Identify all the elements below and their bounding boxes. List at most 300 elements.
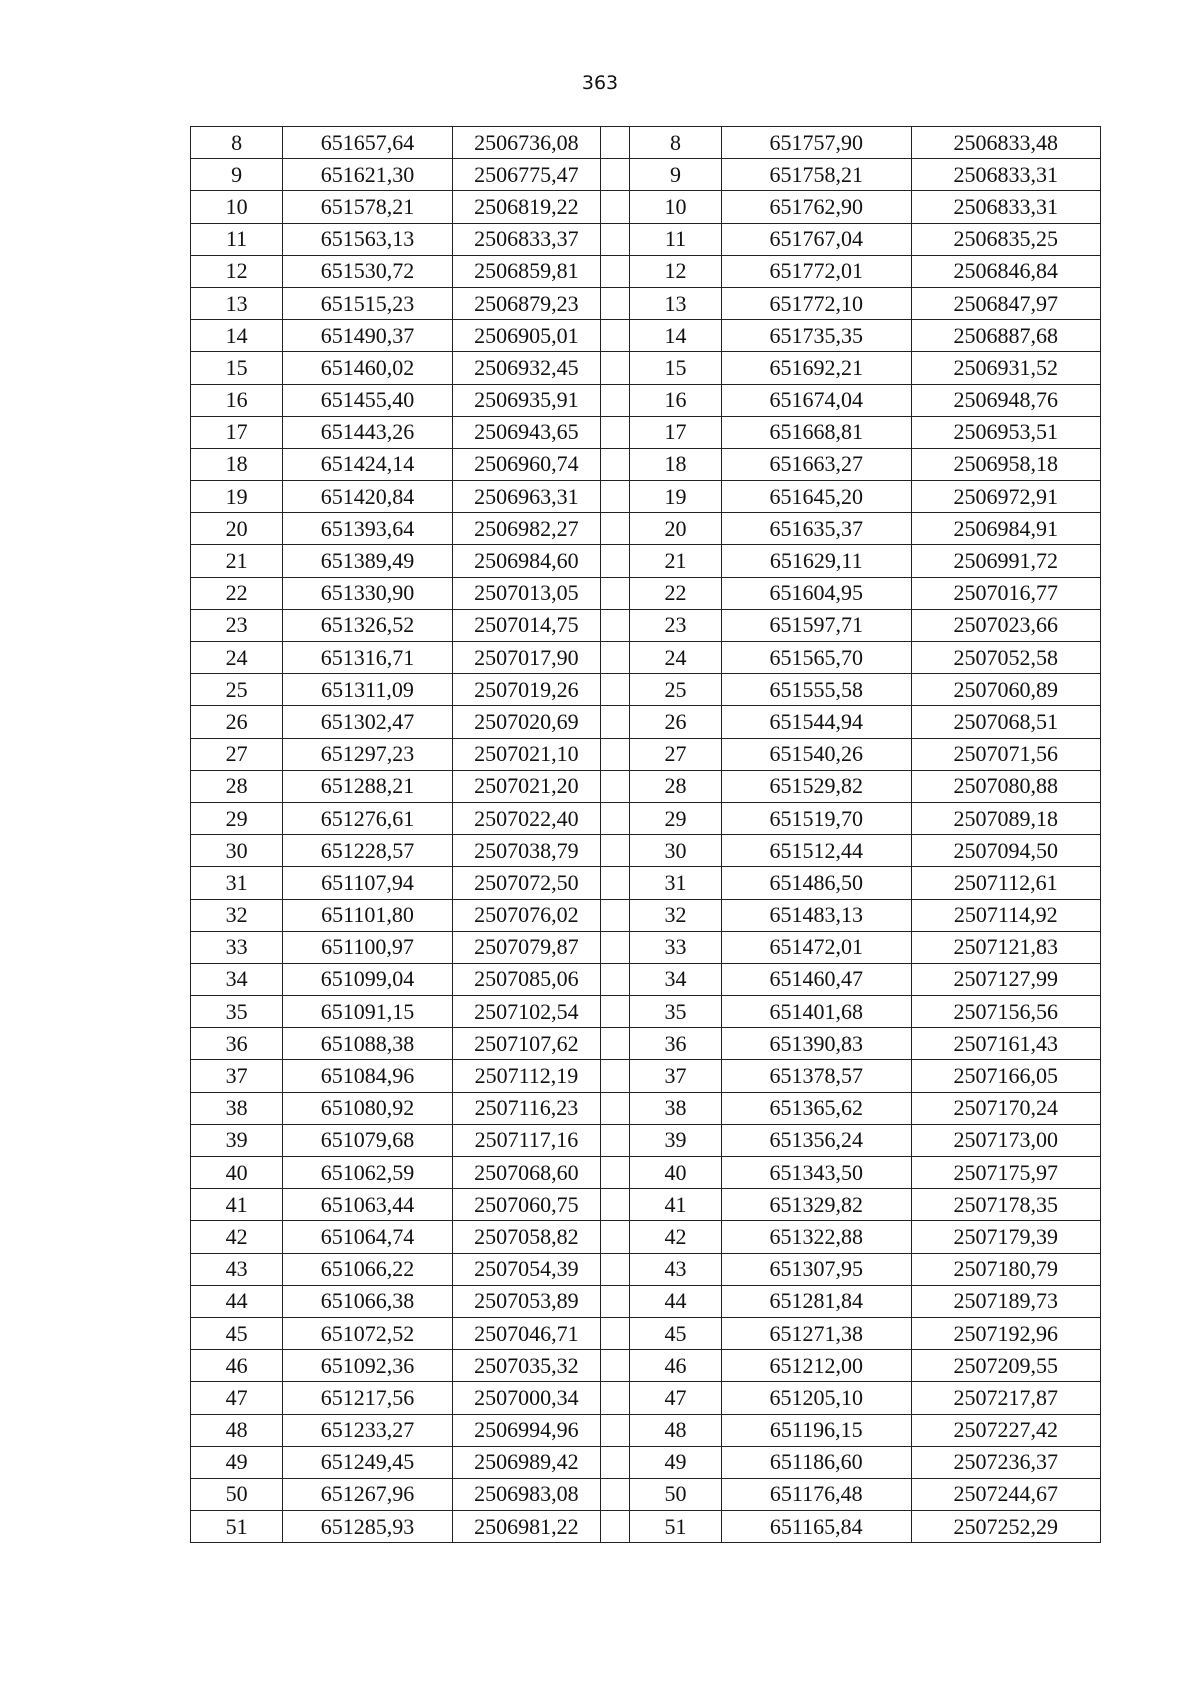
right-x-coordinate-cell: 651196,15	[722, 1414, 911, 1446]
left-y-coordinate-cell: 2506932,45	[452, 352, 600, 384]
separator-cell	[600, 545, 629, 577]
right-y-coordinate-cell: 2507189,73	[911, 1285, 1101, 1317]
right-point-number-cell: 9	[629, 159, 721, 191]
right-x-coordinate-cell: 651165,84	[722, 1511, 911, 1543]
right-y-coordinate-cell: 2507052,58	[911, 642, 1101, 674]
right-point-number-cell: 43	[629, 1253, 721, 1285]
right-y-coordinate-cell: 2507161,43	[911, 1028, 1101, 1060]
right-y-coordinate-cell: 2507252,29	[911, 1511, 1101, 1543]
left-y-coordinate-cell: 2507019,26	[452, 674, 600, 706]
left-x-coordinate-cell: 651100,97	[283, 931, 453, 963]
separator-cell	[600, 481, 629, 513]
left-x-coordinate-cell: 651657,64	[283, 127, 453, 159]
right-x-coordinate-cell: 651205,10	[722, 1382, 911, 1414]
left-point-number-cell: 30	[191, 835, 283, 867]
separator-cell	[600, 770, 629, 802]
table-row	[191, 191, 1101, 223]
left-y-coordinate-cell: 2507076,02	[452, 899, 600, 931]
left-y-coordinate-cell: 2507117,16	[452, 1124, 600, 1156]
left-point-number-cell: 17	[191, 416, 283, 448]
right-y-coordinate-cell: 2507156,56	[911, 996, 1101, 1028]
separator-cell	[600, 1478, 629, 1510]
right-x-coordinate-cell: 651757,90	[722, 127, 911, 159]
right-x-coordinate-cell: 651645,20	[722, 481, 911, 513]
left-point-number-cell: 19	[191, 481, 283, 513]
right-y-coordinate-cell: 2506833,31	[911, 159, 1101, 191]
right-x-coordinate-cell: 651555,58	[722, 674, 911, 706]
left-x-coordinate-cell: 651267,96	[283, 1478, 453, 1510]
separator-cell	[600, 577, 629, 609]
table-row	[191, 127, 1101, 159]
right-x-coordinate-cell: 651758,21	[722, 159, 911, 191]
right-point-number-cell: 49	[629, 1446, 721, 1478]
separator-cell	[600, 609, 629, 641]
right-y-coordinate-cell: 2507089,18	[911, 802, 1101, 834]
right-point-number-cell: 11	[629, 223, 721, 255]
left-point-number-cell: 21	[191, 545, 283, 577]
left-point-number-cell: 48	[191, 1414, 283, 1446]
table-row	[191, 320, 1101, 352]
left-x-coordinate-cell: 651455,40	[283, 384, 453, 416]
left-y-coordinate-cell: 2507021,10	[452, 738, 600, 770]
left-point-number-cell: 33	[191, 931, 283, 963]
separator-cell	[600, 1124, 629, 1156]
right-point-number-cell: 19	[629, 481, 721, 513]
separator-cell	[600, 1317, 629, 1349]
right-y-coordinate-cell: 2507178,35	[911, 1189, 1101, 1221]
table-row	[191, 996, 1101, 1028]
separator-cell	[600, 384, 629, 416]
table-row	[191, 545, 1101, 577]
right-x-coordinate-cell: 651322,88	[722, 1221, 911, 1253]
table-row	[191, 738, 1101, 770]
table-row	[191, 384, 1101, 416]
right-y-coordinate-cell: 2507227,42	[911, 1414, 1101, 1446]
right-x-coordinate-cell: 651519,70	[722, 802, 911, 834]
right-x-coordinate-cell: 651735,35	[722, 320, 911, 352]
right-point-number-cell: 10	[629, 191, 721, 223]
separator-cell	[600, 996, 629, 1028]
right-x-coordinate-cell: 651529,82	[722, 770, 911, 802]
separator-cell	[600, 1285, 629, 1317]
right-x-coordinate-cell: 651486,50	[722, 867, 911, 899]
right-point-number-cell: 48	[629, 1414, 721, 1446]
left-point-number-cell: 26	[191, 706, 283, 738]
left-y-coordinate-cell: 2507072,50	[452, 867, 600, 899]
right-x-coordinate-cell: 651512,44	[722, 835, 911, 867]
left-x-coordinate-cell: 651088,38	[283, 1028, 453, 1060]
table-row	[191, 1221, 1101, 1253]
left-x-coordinate-cell: 651302,47	[283, 706, 453, 738]
left-x-coordinate-cell: 651530,72	[283, 255, 453, 287]
table-row	[191, 1317, 1101, 1349]
right-point-number-cell: 21	[629, 545, 721, 577]
left-point-number-cell: 47	[191, 1382, 283, 1414]
left-point-number-cell: 35	[191, 996, 283, 1028]
table-row	[191, 1189, 1101, 1221]
right-y-coordinate-cell: 2506847,97	[911, 287, 1101, 319]
separator-cell	[600, 1189, 629, 1221]
right-y-coordinate-cell: 2506833,31	[911, 191, 1101, 223]
separator-cell	[600, 1414, 629, 1446]
left-y-coordinate-cell: 2507085,06	[452, 963, 600, 995]
right-y-coordinate-cell: 2506991,72	[911, 545, 1101, 577]
right-x-coordinate-cell: 651540,26	[722, 738, 911, 770]
right-point-number-cell: 42	[629, 1221, 721, 1253]
table-row	[191, 352, 1101, 384]
left-y-coordinate-cell: 2506859,81	[452, 255, 600, 287]
table-row	[191, 674, 1101, 706]
right-x-coordinate-cell: 651635,37	[722, 513, 911, 545]
page-number: 363	[581, 72, 619, 94]
left-point-number-cell: 24	[191, 642, 283, 674]
right-y-coordinate-cell: 2506948,76	[911, 384, 1101, 416]
left-point-number-cell: 23	[191, 609, 283, 641]
right-x-coordinate-cell: 651762,90	[722, 191, 911, 223]
right-x-coordinate-cell: 651692,21	[722, 352, 911, 384]
right-y-coordinate-cell: 2506958,18	[911, 448, 1101, 480]
right-y-coordinate-cell: 2507112,61	[911, 867, 1101, 899]
right-x-coordinate-cell: 651186,60	[722, 1446, 911, 1478]
left-y-coordinate-cell: 2506736,08	[452, 127, 600, 159]
left-y-coordinate-cell: 2506989,42	[452, 1446, 600, 1478]
left-point-number-cell: 49	[191, 1446, 283, 1478]
left-y-coordinate-cell: 2507017,90	[452, 642, 600, 674]
table-row	[191, 706, 1101, 738]
right-y-coordinate-cell: 2507166,05	[911, 1060, 1101, 1092]
table-row	[191, 1350, 1101, 1382]
right-y-coordinate-cell: 2507071,56	[911, 738, 1101, 770]
right-x-coordinate-cell: 651483,13	[722, 899, 911, 931]
separator-cell	[600, 1382, 629, 1414]
table-row	[191, 1382, 1101, 1414]
separator-cell	[600, 738, 629, 770]
right-point-number-cell: 46	[629, 1350, 721, 1382]
right-point-number-cell: 45	[629, 1317, 721, 1349]
right-y-coordinate-cell: 2506972,91	[911, 481, 1101, 513]
right-y-coordinate-cell: 2507179,39	[911, 1221, 1101, 1253]
right-point-number-cell: 30	[629, 835, 721, 867]
left-point-number-cell: 27	[191, 738, 283, 770]
left-point-number-cell: 29	[191, 802, 283, 834]
left-x-coordinate-cell: 651460,02	[283, 352, 453, 384]
right-point-number-cell: 41	[629, 1189, 721, 1221]
right-point-number-cell: 50	[629, 1478, 721, 1510]
left-point-number-cell: 11	[191, 223, 283, 255]
separator-cell	[600, 1350, 629, 1382]
table-row	[191, 1092, 1101, 1124]
left-y-coordinate-cell: 2506775,47	[452, 159, 600, 191]
right-point-number-cell: 38	[629, 1092, 721, 1124]
separator-cell	[600, 1253, 629, 1285]
right-x-coordinate-cell: 651544,94	[722, 706, 911, 738]
right-point-number-cell: 31	[629, 867, 721, 899]
right-point-number-cell: 35	[629, 996, 721, 1028]
table-row	[191, 1124, 1101, 1156]
left-point-number-cell: 13	[191, 287, 283, 319]
right-y-coordinate-cell: 2507094,50	[911, 835, 1101, 867]
left-point-number-cell: 10	[191, 191, 283, 223]
separator-cell	[600, 352, 629, 384]
left-x-coordinate-cell: 651107,94	[283, 867, 453, 899]
left-x-coordinate-cell: 651063,44	[283, 1189, 453, 1221]
separator-cell	[600, 1028, 629, 1060]
left-point-number-cell: 34	[191, 963, 283, 995]
right-point-number-cell: 37	[629, 1060, 721, 1092]
left-y-coordinate-cell: 2506879,23	[452, 287, 600, 319]
left-y-coordinate-cell: 2506981,22	[452, 1511, 600, 1543]
right-point-number-cell: 40	[629, 1157, 721, 1189]
table-row	[191, 867, 1101, 899]
left-y-coordinate-cell: 2507021,20	[452, 770, 600, 802]
right-point-number-cell: 27	[629, 738, 721, 770]
table-row	[191, 481, 1101, 513]
right-x-coordinate-cell: 651281,84	[722, 1285, 911, 1317]
left-x-coordinate-cell: 651330,90	[283, 577, 453, 609]
right-y-coordinate-cell: 2507016,77	[911, 577, 1101, 609]
right-point-number-cell: 24	[629, 642, 721, 674]
table-row	[191, 1285, 1101, 1317]
left-x-coordinate-cell: 651062,59	[283, 1157, 453, 1189]
left-x-coordinate-cell: 651326,52	[283, 609, 453, 641]
left-x-coordinate-cell: 651064,74	[283, 1221, 453, 1253]
left-y-coordinate-cell: 2506905,01	[452, 320, 600, 352]
left-x-coordinate-cell: 651084,96	[283, 1060, 453, 1092]
separator-cell	[600, 899, 629, 931]
left-x-coordinate-cell: 651515,23	[283, 287, 453, 319]
right-point-number-cell: 34	[629, 963, 721, 995]
right-x-coordinate-cell: 651390,83	[722, 1028, 911, 1060]
separator-cell	[600, 448, 629, 480]
right-y-coordinate-cell: 2507192,96	[911, 1317, 1101, 1349]
separator-cell	[600, 159, 629, 191]
left-y-coordinate-cell: 2506935,91	[452, 384, 600, 416]
left-x-coordinate-cell: 651092,36	[283, 1350, 453, 1382]
right-y-coordinate-cell: 2506833,48	[911, 127, 1101, 159]
left-x-coordinate-cell: 651072,52	[283, 1317, 453, 1349]
left-y-coordinate-cell: 2506963,31	[452, 481, 600, 513]
separator-cell	[600, 191, 629, 223]
right-point-number-cell: 51	[629, 1511, 721, 1543]
table-row	[191, 963, 1101, 995]
table-row	[191, 1253, 1101, 1285]
right-point-number-cell: 25	[629, 674, 721, 706]
left-y-coordinate-cell: 2507020,69	[452, 706, 600, 738]
right-x-coordinate-cell: 651565,70	[722, 642, 911, 674]
right-point-number-cell: 29	[629, 802, 721, 834]
coordinates-table	[190, 126, 1101, 1543]
right-y-coordinate-cell: 2507173,00	[911, 1124, 1101, 1156]
right-x-coordinate-cell: 651460,47	[722, 963, 911, 995]
right-point-number-cell: 36	[629, 1028, 721, 1060]
right-y-coordinate-cell: 2507080,88	[911, 770, 1101, 802]
right-point-number-cell: 18	[629, 448, 721, 480]
right-y-coordinate-cell: 2507068,51	[911, 706, 1101, 738]
right-y-coordinate-cell: 2507121,83	[911, 931, 1101, 963]
table-row	[191, 802, 1101, 834]
separator-cell	[600, 706, 629, 738]
left-y-coordinate-cell: 2507053,89	[452, 1285, 600, 1317]
table-row	[191, 513, 1101, 545]
left-point-number-cell: 37	[191, 1060, 283, 1092]
separator-cell	[600, 963, 629, 995]
left-point-number-cell: 22	[191, 577, 283, 609]
right-y-coordinate-cell: 2507180,79	[911, 1253, 1101, 1285]
table-row	[191, 770, 1101, 802]
left-x-coordinate-cell: 651316,71	[283, 642, 453, 674]
separator-cell	[600, 1092, 629, 1124]
right-x-coordinate-cell: 651271,38	[722, 1317, 911, 1349]
separator-cell	[600, 416, 629, 448]
left-y-coordinate-cell: 2506984,60	[452, 545, 600, 577]
separator-cell	[600, 255, 629, 287]
table-row	[191, 223, 1101, 255]
right-point-number-cell: 20	[629, 513, 721, 545]
table-row	[191, 1511, 1101, 1543]
separator-cell	[600, 1157, 629, 1189]
right-x-coordinate-cell: 651343,50	[722, 1157, 911, 1189]
separator-cell	[600, 223, 629, 255]
left-y-coordinate-cell: 2507102,54	[452, 996, 600, 1028]
left-point-number-cell: 31	[191, 867, 283, 899]
right-point-number-cell: 12	[629, 255, 721, 287]
separator-cell	[600, 802, 629, 834]
right-y-coordinate-cell: 2507114,92	[911, 899, 1101, 931]
left-x-coordinate-cell: 651420,84	[283, 481, 453, 513]
separator-cell	[600, 513, 629, 545]
left-x-coordinate-cell: 651389,49	[283, 545, 453, 577]
right-y-coordinate-cell: 2506953,51	[911, 416, 1101, 448]
left-x-coordinate-cell: 651285,93	[283, 1511, 453, 1543]
right-x-coordinate-cell: 651356,24	[722, 1124, 911, 1156]
left-x-coordinate-cell: 651311,09	[283, 674, 453, 706]
left-point-number-cell: 40	[191, 1157, 283, 1189]
right-point-number-cell: 39	[629, 1124, 721, 1156]
left-x-coordinate-cell: 651249,45	[283, 1446, 453, 1478]
left-y-coordinate-cell: 2507013,05	[452, 577, 600, 609]
left-point-number-cell: 12	[191, 255, 283, 287]
right-point-number-cell: 28	[629, 770, 721, 802]
right-point-number-cell: 26	[629, 706, 721, 738]
left-y-coordinate-cell: 2507116,23	[452, 1092, 600, 1124]
left-point-number-cell: 16	[191, 384, 283, 416]
left-y-coordinate-cell: 2507068,60	[452, 1157, 600, 1189]
left-point-number-cell: 41	[191, 1189, 283, 1221]
right-y-coordinate-cell: 2507175,97	[911, 1157, 1101, 1189]
table-row	[191, 159, 1101, 191]
left-x-coordinate-cell: 651066,38	[283, 1285, 453, 1317]
left-point-number-cell: 28	[191, 770, 283, 802]
left-y-coordinate-cell: 2507022,40	[452, 802, 600, 834]
left-x-coordinate-cell: 651228,57	[283, 835, 453, 867]
left-y-coordinate-cell: 2506994,96	[452, 1414, 600, 1446]
left-y-coordinate-cell: 2507014,75	[452, 609, 600, 641]
left-x-coordinate-cell: 651079,68	[283, 1124, 453, 1156]
table-row	[191, 835, 1101, 867]
right-x-coordinate-cell: 651668,81	[722, 416, 911, 448]
right-point-number-cell: 47	[629, 1382, 721, 1414]
right-y-coordinate-cell: 2507244,67	[911, 1478, 1101, 1510]
right-x-coordinate-cell: 651307,95	[722, 1253, 911, 1285]
separator-cell	[600, 320, 629, 352]
separator-cell	[600, 642, 629, 674]
separator-cell	[600, 287, 629, 319]
right-x-coordinate-cell: 651629,11	[722, 545, 911, 577]
left-x-coordinate-cell: 651621,30	[283, 159, 453, 191]
left-y-coordinate-cell: 2506982,27	[452, 513, 600, 545]
left-point-number-cell: 14	[191, 320, 283, 352]
right-x-coordinate-cell: 651212,00	[722, 1350, 911, 1382]
left-point-number-cell: 15	[191, 352, 283, 384]
left-point-number-cell: 32	[191, 899, 283, 931]
left-y-coordinate-cell: 2507107,62	[452, 1028, 600, 1060]
table-row	[191, 448, 1101, 480]
table-row	[191, 1478, 1101, 1510]
table-row	[191, 255, 1101, 287]
table-row	[191, 416, 1101, 448]
right-x-coordinate-cell: 651772,01	[722, 255, 911, 287]
right-point-number-cell: 16	[629, 384, 721, 416]
left-point-number-cell: 9	[191, 159, 283, 191]
table-row	[191, 1446, 1101, 1478]
right-y-coordinate-cell: 2506887,68	[911, 320, 1101, 352]
left-y-coordinate-cell: 2507035,32	[452, 1350, 600, 1382]
left-x-coordinate-cell: 651091,15	[283, 996, 453, 1028]
left-point-number-cell: 44	[191, 1285, 283, 1317]
right-y-coordinate-cell: 2506846,84	[911, 255, 1101, 287]
left-y-coordinate-cell: 2507054,39	[452, 1253, 600, 1285]
left-x-coordinate-cell: 651563,13	[283, 223, 453, 255]
right-point-number-cell: 17	[629, 416, 721, 448]
left-x-coordinate-cell: 651297,23	[283, 738, 453, 770]
table-row	[191, 1414, 1101, 1446]
left-point-number-cell: 51	[191, 1511, 283, 1543]
left-point-number-cell: 8	[191, 127, 283, 159]
left-x-coordinate-cell: 651288,21	[283, 770, 453, 802]
left-x-coordinate-cell: 651393,64	[283, 513, 453, 545]
left-y-coordinate-cell: 2507058,82	[452, 1221, 600, 1253]
coordinates-table-body	[191, 127, 1101, 1543]
left-x-coordinate-cell: 651578,21	[283, 191, 453, 223]
table-row	[191, 577, 1101, 609]
right-point-number-cell: 22	[629, 577, 721, 609]
left-point-number-cell: 43	[191, 1253, 283, 1285]
left-y-coordinate-cell: 2506819,22	[452, 191, 600, 223]
right-x-coordinate-cell: 651329,82	[722, 1189, 911, 1221]
right-x-coordinate-cell: 651365,62	[722, 1092, 911, 1124]
right-y-coordinate-cell: 2507170,24	[911, 1092, 1101, 1124]
left-point-number-cell: 18	[191, 448, 283, 480]
right-point-number-cell: 14	[629, 320, 721, 352]
right-point-number-cell: 32	[629, 899, 721, 931]
right-y-coordinate-cell: 2507060,89	[911, 674, 1101, 706]
right-y-coordinate-cell: 2506931,52	[911, 352, 1101, 384]
right-x-coordinate-cell: 651674,04	[722, 384, 911, 416]
right-point-number-cell: 8	[629, 127, 721, 159]
left-point-number-cell: 20	[191, 513, 283, 545]
table-row	[191, 1060, 1101, 1092]
table-row	[191, 287, 1101, 319]
left-y-coordinate-cell: 2507112,19	[452, 1060, 600, 1092]
table-row	[191, 931, 1101, 963]
right-y-coordinate-cell: 2507023,66	[911, 609, 1101, 641]
right-point-number-cell: 13	[629, 287, 721, 319]
separator-cell	[600, 867, 629, 899]
left-point-number-cell: 42	[191, 1221, 283, 1253]
left-x-coordinate-cell: 651080,92	[283, 1092, 453, 1124]
left-point-number-cell: 45	[191, 1317, 283, 1349]
left-point-number-cell: 39	[191, 1124, 283, 1156]
